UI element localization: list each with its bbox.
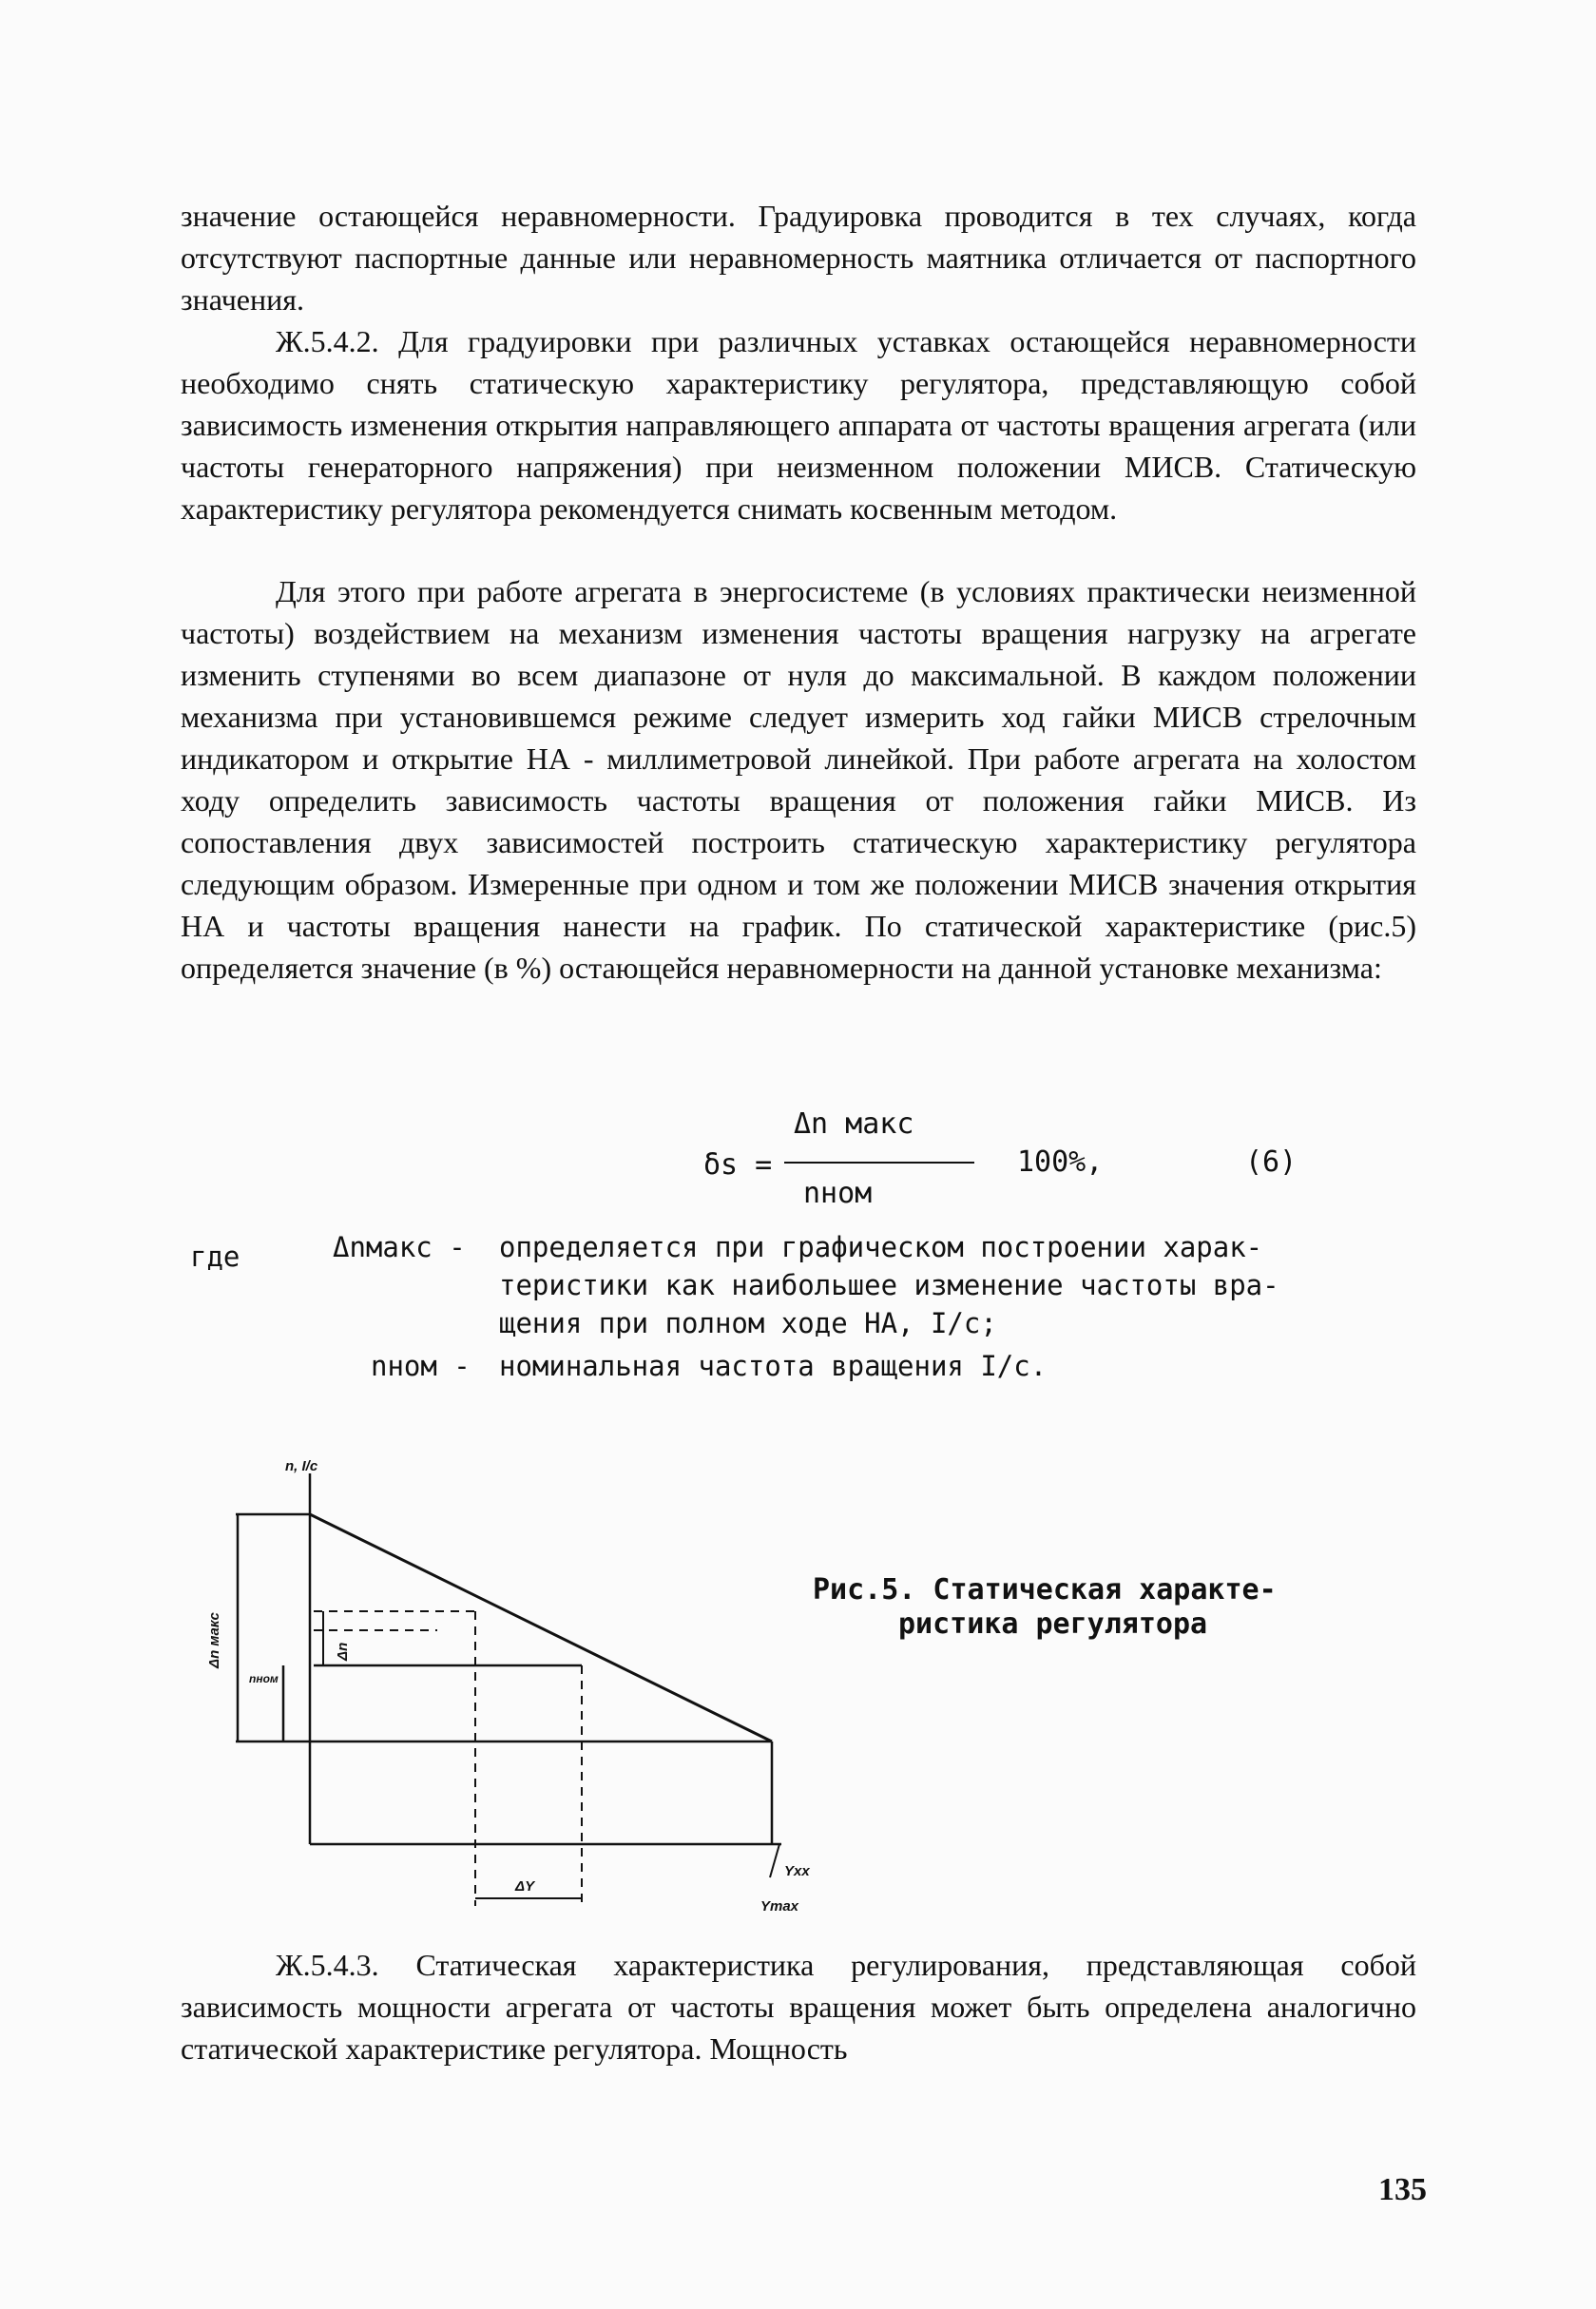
paragraph-1: значение остающейся неравномерности. Градуировка проводится в тех случаях, когда отсутствуют паспортные данные или неравномерность маятника отличается от паспортного значения. xyxy=(181,199,1416,317)
formula-numerator: Δn макс xyxy=(794,1107,914,1141)
formula-delta-s xyxy=(703,1103,1369,1226)
dn-max-label: Δn макс xyxy=(206,1612,222,1668)
def1-symbol: Δnмакс - xyxy=(333,1231,466,1263)
dy-label: ΔY xyxy=(515,1878,535,1895)
formula-number: (6) xyxy=(1245,1145,1298,1179)
y-axis-label: n, I/c xyxy=(285,1459,318,1474)
where-label: где xyxy=(190,1241,240,1273)
paragraph-2: Ж.5.4.2. Для градуировки при различных уставках остающейся неравномерности необходимо снять статическую характеристику регулятора, представляющую собой зависимость изменения открытия направляющего аппарата от частоты вращения агрегата (или частоты генераторного напряжения) при неизменном положении МИСВ. Статическую характеристику регулятора рекомендуется снимать косвенным методом. xyxy=(181,324,1416,526)
dn-label: Δn xyxy=(335,1642,351,1661)
n-nom-label: nном xyxy=(249,1672,279,1685)
formula-denominator: nном xyxy=(803,1177,873,1210)
page-number: 135 xyxy=(1378,2172,1427,2207)
paragraph-4: Ж.5.4.3. Статическая характеристика регулирования, представляющая собой зависимость мощности агрегата от частоты вращения может быть определена аналогично статической характеристике регулятора. Мощность xyxy=(181,1948,1416,2066)
formula-factor: 100%, xyxy=(1017,1145,1104,1179)
figure-caption xyxy=(813,1573,1277,1642)
def2-text: номинальная частота вращения I/с. xyxy=(499,1350,1048,1382)
y-hh-label: Yхх xyxy=(784,1863,810,1879)
caption-line-1: Рис.5. Статическая характе- xyxy=(813,1573,1277,1607)
y-max-label: Ymax xyxy=(760,1898,799,1915)
static-characteristic-diagram xyxy=(190,1459,856,1925)
def2-symbol: nном - xyxy=(371,1350,471,1382)
formula-lhs: δs = xyxy=(703,1148,773,1182)
paragraph-3: Для этого при работе агрегата в энергосистеме (в условиях практически неизменной частоты) воздействием на механизм изменения частоты вращения нагрузку на агрегате изменить ступенями во всем диапазоне от нуля до максимальной. В каждом положении механизма при установившемся режиме следует измерить ход гайки МИСВ стрелочным индикатором и открытие НА - миллиметровой линейкой. При работе агрегата на холостом ходу определить зависимость частоты вращения от положения гайки МИСВ. Из сопоставления двух зависимостей построить статическую характеристику регулятора следующим образом. Измеренные при одном и том же положении МИСВ значения открытия НА и частоты вращения нанести на график. По статической характеристике (рис.5) определяется значение (в %) остающейся неравномерности на данной установке механизма: xyxy=(181,574,1416,985)
def1-line2: теристики как наибольшее изменение частоты вра- xyxy=(499,1269,1279,1301)
fraction-bar xyxy=(784,1162,974,1164)
def1-line3: щения при полном ходе НА, I/с; xyxy=(499,1307,997,1339)
characteristic-line xyxy=(310,1514,772,1741)
caption-line-2: ристика регулятора xyxy=(898,1607,1208,1641)
def1-line1: определяется при графическом построении харак- xyxy=(499,1231,1263,1263)
y-hh-leader xyxy=(770,1844,779,1877)
